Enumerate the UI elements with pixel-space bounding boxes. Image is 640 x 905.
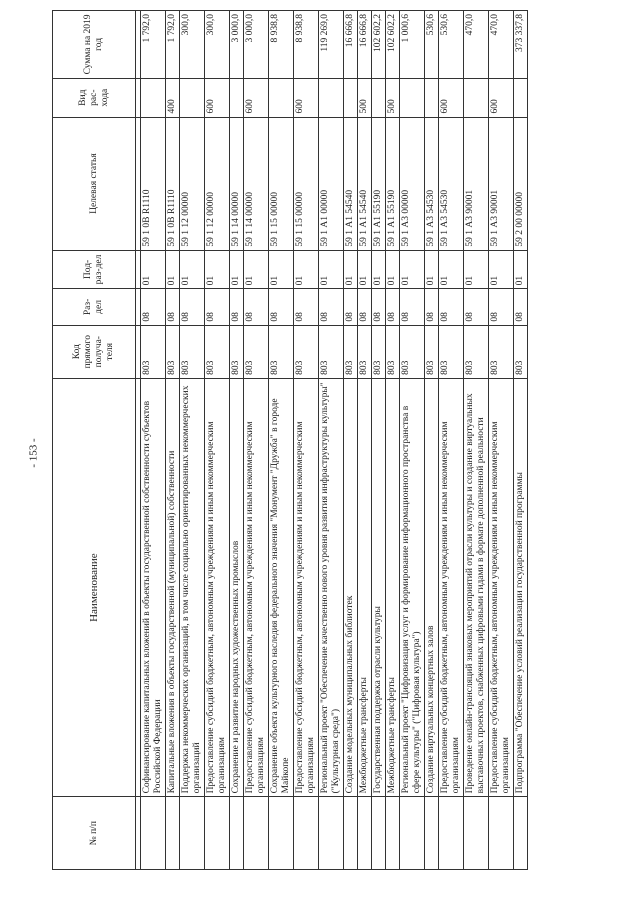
cell-sum: 1 792,0	[141, 11, 166, 79]
cell-name: Межбюджетные трансферты	[386, 378, 400, 797]
header-podrazdel: Под-раз-дел	[53, 250, 136, 289]
cell-code: 803	[386, 325, 400, 378]
cell-podrazdel: 01	[386, 250, 400, 289]
cell-code: 803	[166, 325, 180, 378]
table-row	[489, 11, 514, 870]
header-sum: Сумма на 2019 год	[53, 11, 136, 79]
cell-sum: 373 337,8	[514, 11, 528, 79]
cell-code: 803	[464, 325, 489, 378]
cell-cst: 59 2 00 00000	[514, 117, 528, 250]
cell-sum: 102 602,2	[372, 11, 386, 79]
cell-podrazdel: 01	[230, 250, 244, 289]
table-row	[244, 11, 269, 870]
cell-vid	[464, 78, 489, 117]
cell-sum: 300,0	[180, 11, 205, 79]
cell-sum: 1 000,6	[400, 11, 425, 79]
cell-cst: 59 1 14 00000	[230, 117, 244, 250]
table-row	[464, 11, 489, 870]
cell-num	[294, 797, 319, 870]
table-row	[319, 11, 344, 870]
cell-name: Предоставление субсидий бюджетным, автономным учреждениям и иным некоммерческим организациям	[489, 378, 514, 797]
header-razdel: Раз-дел	[53, 289, 136, 325]
table-row	[514, 11, 528, 870]
cell-sum: 530,6	[439, 11, 464, 79]
cell-cst: 59 1 12 00000	[205, 117, 230, 250]
header-cst: Целевая статья	[53, 117, 136, 250]
cell-cst: 59 1 А1 54540	[344, 117, 358, 250]
table-row	[439, 11, 464, 870]
cell-sum: 102 602,2	[386, 11, 400, 79]
table-row	[269, 11, 294, 870]
cell-cst: 59 1 А1 55190	[372, 117, 386, 250]
cell-num	[514, 797, 528, 870]
table-row	[372, 11, 386, 870]
cell-code: 803	[358, 325, 372, 378]
cell-podrazdel: 01	[141, 250, 166, 289]
cell-razdel: 08	[244, 289, 269, 325]
cell-vid	[230, 78, 244, 117]
cell-code: 803	[180, 325, 205, 378]
cell-sum: 300,0	[205, 11, 230, 79]
page-number-text: - 153 -	[28, 438, 41, 468]
table-row	[386, 11, 400, 870]
cell-code: 803	[294, 325, 319, 378]
cell-razdel: 08	[294, 289, 319, 325]
cell-sum: 470,0	[464, 11, 489, 79]
table-body	[136, 11, 528, 870]
cell-num	[464, 797, 489, 870]
cell-podrazdel: 01	[344, 250, 358, 289]
cell-razdel: 08	[319, 289, 344, 325]
table-row	[205, 11, 230, 870]
cell-cst: 59 1 А1 55190	[386, 117, 400, 250]
cell-num	[489, 797, 514, 870]
cell-cst: 59 1 А1 00000	[319, 117, 344, 250]
cell-cst: 59 1 А3 54530	[439, 117, 464, 250]
cell-razdel: 08	[489, 289, 514, 325]
cell-podrazdel: 01	[166, 250, 180, 289]
cell-sum: 530,6	[425, 11, 439, 79]
cell-podrazdel: 01	[269, 250, 294, 289]
cell-num	[230, 797, 244, 870]
cell-razdel: 08	[386, 289, 400, 325]
cell-cst: 59 1 12 00000	[180, 117, 205, 250]
cell-name: Межбюджетные трансферты	[358, 378, 372, 797]
cell-num	[425, 797, 439, 870]
cell-razdel: 08	[425, 289, 439, 325]
cell-name: Поддержка некоммерческих организаций, в том числе социально ориентированных некоммерческих организаций	[180, 378, 205, 797]
cell-sum: 8 938,8	[294, 11, 319, 79]
cell-sum: 1 792,0	[166, 11, 180, 79]
cell-num	[166, 797, 180, 870]
cell-num	[269, 797, 294, 870]
cell-podrazdel: 01	[489, 250, 514, 289]
cell-vid: 600	[294, 78, 319, 117]
cell-vid: 600	[439, 78, 464, 117]
cell-razdel: 08	[166, 289, 180, 325]
cell-name: Создание модельных муниципальных библиотек	[344, 378, 358, 797]
cell-sum: 16 666,8	[344, 11, 358, 79]
cell-sum: 8 938,8	[269, 11, 294, 79]
cell-razdel: 08	[141, 289, 166, 325]
cell-vid: 600	[205, 78, 230, 117]
cell-razdel: 08	[439, 289, 464, 325]
table-row	[180, 11, 205, 870]
table-row	[230, 11, 244, 870]
cell-code: 803	[514, 325, 528, 378]
cell-vid	[269, 78, 294, 117]
cell-name: Софинансирование капитальных вложений в объекты государственной собственности субъектов Российской Федерации	[141, 378, 166, 797]
cell-num	[319, 797, 344, 870]
cell-name: Государственная поддержка отрасли культуры	[372, 378, 386, 797]
cell-podrazdel: 01	[180, 250, 205, 289]
header-num: № п/п	[53, 797, 136, 870]
header-code: Код прямого получа-теля	[53, 325, 136, 378]
cell-code: 803	[269, 325, 294, 378]
cell-name: Предоставление субсидий бюджетным, автономным учреждениям и иным некоммерческим организациям	[439, 378, 464, 797]
cell-name: Создание виртуальных концертных залов	[425, 378, 439, 797]
cell-razdel: 08	[514, 289, 528, 325]
cell-cst: 59 1 А3 00000	[400, 117, 425, 250]
budget-table	[52, 10, 528, 870]
cell-vid: 400	[166, 78, 180, 117]
cell-vid: 500	[386, 78, 400, 117]
header-name: Наименование	[53, 378, 136, 797]
cell-num	[386, 797, 400, 870]
cell-vid	[180, 78, 205, 117]
cell-podrazdel: 01	[464, 250, 489, 289]
cell-num	[205, 797, 230, 870]
cell-vid	[319, 78, 344, 117]
cell-name: Сохранение объекта культурного наследия федерального значения "Монумент "Дружба" в городе Майкопе	[269, 378, 294, 797]
cell-razdel: 08	[372, 289, 386, 325]
cell-podrazdel: 01	[400, 250, 425, 289]
cell-podrazdel: 01	[514, 250, 528, 289]
cell-code: 803	[372, 325, 386, 378]
cell-num	[372, 797, 386, 870]
cell-vid	[344, 78, 358, 117]
cell-podrazdel: 01	[244, 250, 269, 289]
cell-code: 803	[319, 325, 344, 378]
cell-sum: 3 000,0	[230, 11, 244, 79]
cell-vid	[425, 78, 439, 117]
cell-num	[244, 797, 269, 870]
table-row	[294, 11, 319, 870]
cell-sum: 3 000,0	[244, 11, 269, 79]
cell-code: 803	[141, 325, 166, 378]
cell-cst: 59 1 А3 90001	[464, 117, 489, 250]
header-vid: Вид рас-хода	[53, 78, 136, 117]
cell-podrazdel: 01	[319, 250, 344, 289]
cell-razdel: 08	[180, 289, 205, 325]
cell-cst: 59 1 А1 54540	[358, 117, 372, 250]
cell-cst: 59 1 А3 54530	[425, 117, 439, 250]
cell-vid	[400, 78, 425, 117]
cell-razdel: 08	[269, 289, 294, 325]
cell-vid	[514, 78, 528, 117]
cell-code: 803	[205, 325, 230, 378]
cell-cst: 59 1 0В R1110	[141, 117, 166, 250]
cell-num	[344, 797, 358, 870]
cell-podrazdel: 01	[439, 250, 464, 289]
cell-sum: 119 269,0	[319, 11, 344, 79]
cell-sum: 470,0	[489, 11, 514, 79]
cell-name: Предоставление субсидий бюджетным, автономным учреждениям и иным некоммерческим организациям	[294, 378, 319, 797]
cell-podrazdel: 01	[372, 250, 386, 289]
cell-vid	[141, 78, 166, 117]
table-row	[400, 11, 425, 870]
cell-code: 803	[344, 325, 358, 378]
table-row	[166, 11, 180, 870]
cell-vid: 500	[358, 78, 372, 117]
cell-vid: 600	[244, 78, 269, 117]
cell-num	[141, 797, 166, 870]
cell-razdel: 08	[230, 289, 244, 325]
cell-name: Сохранение и развитие народных художественных промыслов	[230, 378, 244, 797]
budget-table-sheet	[52, 10, 608, 870]
cell-razdel: 08	[400, 289, 425, 325]
cell-cst: 59 1 14 00000	[244, 117, 269, 250]
cell-name: Региональный проект "Обеспечение качественно нового уровня развития инфраструктуры культуры" ("Культурная среда")	[319, 378, 344, 797]
cell-code: 803	[425, 325, 439, 378]
cell-razdel: 08	[464, 289, 489, 325]
cell-num	[180, 797, 205, 870]
cell-code: 803	[230, 325, 244, 378]
cell-name: Предоставление субсидий бюджетным, автономным учреждениям и иным некоммерческим организациям	[205, 378, 230, 797]
cell-num	[400, 797, 425, 870]
cell-cst: 59 1 А3 90001	[489, 117, 514, 250]
cell-name: Проведение онлайн-трансляций знаковых мероприятий отрасли культуры и создание виртуальных выставочных проектов, снабженных цифровыми гидами в формате дополненной реальности	[464, 378, 489, 797]
cell-vid: 600	[489, 78, 514, 117]
cell-code: 803	[244, 325, 269, 378]
cell-code: 803	[400, 325, 425, 378]
cell-razdel: 08	[344, 289, 358, 325]
cell-cst: 59 1 15 00000	[269, 117, 294, 250]
table-row	[141, 11, 166, 870]
table-row	[344, 11, 358, 870]
cell-podrazdel: 01	[294, 250, 319, 289]
cell-razdel: 08	[358, 289, 372, 325]
table-row	[358, 11, 372, 870]
cell-cst: 59 1 15 00000	[294, 117, 319, 250]
cell-vid	[372, 78, 386, 117]
page-number	[24, 430, 44, 476]
cell-name: Капитальные вложения в объекты государственной (муниципальной) собственности	[166, 378, 180, 797]
cell-name: Предоставление субсидий бюджетным, автономным учреждениям и иным некоммерческим организациям	[244, 378, 269, 797]
cell-num	[358, 797, 372, 870]
cell-podrazdel: 01	[425, 250, 439, 289]
table-row	[425, 11, 439, 870]
cell-sum: 16 666,8	[358, 11, 372, 79]
cell-code: 803	[439, 325, 464, 378]
cell-code: 803	[489, 325, 514, 378]
cell-name: Региональный проект "Цифровизация услуг и формирование информационного пространства в сфере культуры" ("Цифровая культура")	[400, 378, 425, 797]
table-header-row	[53, 11, 136, 870]
cell-name: Подпрограмма "Обеспечение условий реализации государственной программы	[514, 378, 528, 797]
cell-podrazdel: 01	[358, 250, 372, 289]
cell-razdel: 08	[205, 289, 230, 325]
cell-cst: 59 1 0В R1110	[166, 117, 180, 250]
cell-podrazdel: 01	[205, 250, 230, 289]
cell-num	[439, 797, 464, 870]
